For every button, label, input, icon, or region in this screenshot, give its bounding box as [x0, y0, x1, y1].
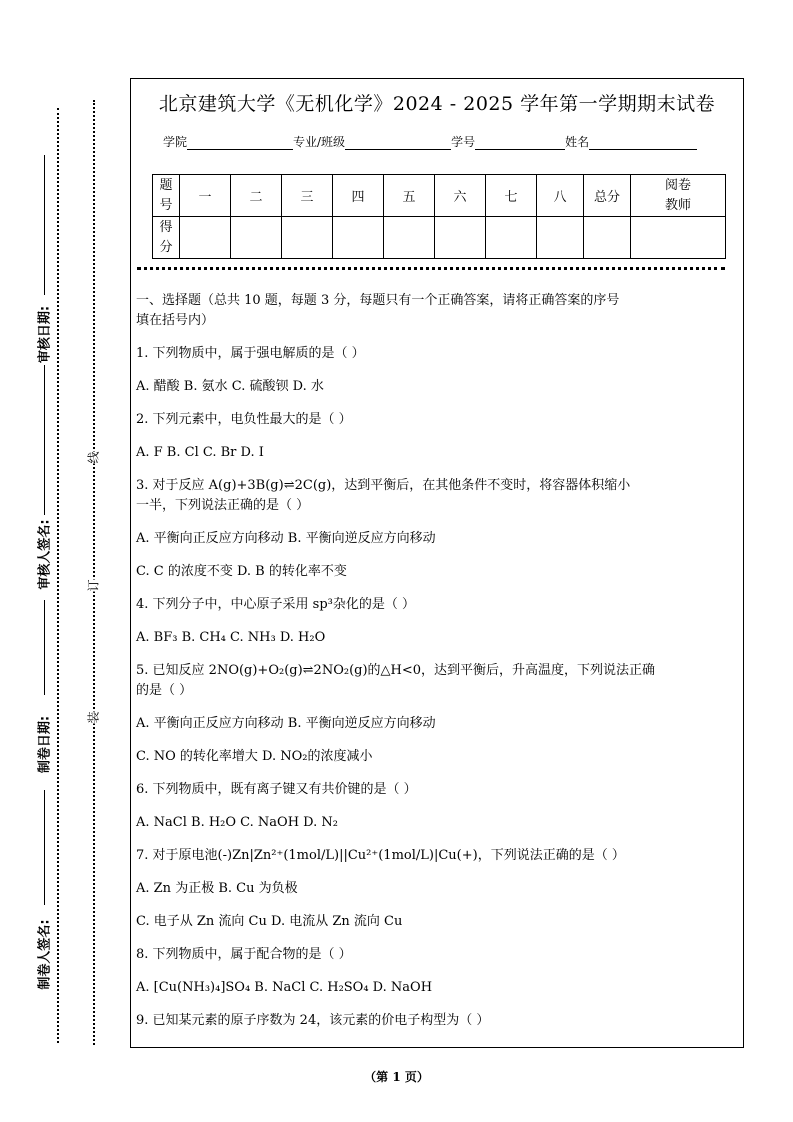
question-4-options: A. BF₃ B. CH₄ C. NH₃ D. H₂O	[136, 630, 326, 645]
score-cell-5[interactable]	[384, 217, 435, 259]
question-6: 6. 下列物质中，既有离子键又有共价键的是（ ）	[136, 782, 417, 797]
question-2: 2. 下列元素中，电负性最大的是（ ）	[136, 412, 352, 427]
question-3-options-b: C. C 的浓度不变 D. B 的转化率不变	[136, 564, 347, 579]
question-7-options-a: A. Zn 为正极 B. Cu 为负极	[136, 881, 298, 896]
grader-header: 阅卷 教师	[631, 175, 726, 217]
maker-sign-label: 制卷人签名:	[37, 919, 53, 990]
score-col-1: 一	[180, 175, 231, 217]
college-label: 学院	[163, 135, 188, 149]
question-8-options: A. [Cu(NH₃)₄]SO₄ B. NaCl C. H₂SO₄ D. NaOH	[136, 980, 433, 995]
reviewer-date-label: 审核日期:	[37, 305, 53, 364]
questions-section	[136, 291, 740, 1031]
name-field[interactable]	[589, 137, 697, 150]
maker-sign-line	[44, 790, 45, 905]
section-heading: 一、选择题（总共 10 题，每题 3 分，每题只有一个正确答案，请将正确答案的序号	[136, 293, 620, 308]
grader-cell[interactable]	[631, 217, 726, 259]
score-cell-7[interactable]	[486, 217, 537, 259]
student-info-row	[163, 133, 697, 150]
score-col-5: 五	[384, 175, 435, 217]
question-8: 8. 下列物质中，属于配合物的是（ ）	[136, 947, 352, 962]
score-col-7: 七	[486, 175, 537, 217]
question-5: 5. 已知反应 2NO(g)+O₂(g)⇌2NO₂(g)的△H<0，达到平衡后，升高温度，下列说法正确	[136, 663, 656, 678]
score-cell-6[interactable]	[435, 217, 486, 259]
score-col-6: 六	[435, 175, 486, 217]
reviewer-sign-label: 审核人签名:	[37, 519, 53, 590]
header-separator	[137, 267, 725, 270]
score-cell-4[interactable]	[333, 217, 384, 259]
question-number-header: 题 号	[153, 175, 180, 217]
score-col-2: 二	[231, 175, 282, 217]
question-4: 4. 下列分子中，中心原子采用 sp³杂化的是（ ）	[136, 597, 416, 612]
question-5-options-a: A. 平衡向正反应方向移动 B. 平衡向逆反应方向移动	[136, 716, 436, 731]
binding-dotted-line	[93, 100, 95, 1045]
question-5-cont: 的是（ ）	[136, 683, 193, 698]
score-table	[152, 174, 726, 259]
college-field[interactable]	[187, 137, 293, 150]
binding-mark-zhuang: 装	[83, 711, 104, 723]
question-3-options-a: A. 平衡向正反应方向移动 B. 平衡向逆反应方向移动	[136, 531, 436, 546]
question-7-options-b: C. 电子从 Zn 流向 Cu D. 电流从 Zn 流向 Cu	[136, 914, 403, 929]
student-id-field[interactable]	[475, 137, 565, 150]
binding-mark-line: 线	[83, 451, 104, 463]
question-1-options: A. 醋酸 B. 氨水 C. 硫酸钡 D. 水	[136, 379, 324, 394]
question-5-options-b: C. NO 的转化率增大 D. NO₂的浓度减小	[136, 749, 373, 764]
score-cell-8[interactable]	[537, 217, 584, 259]
major-label: 专业/班级	[293, 135, 346, 149]
score-cell-total[interactable]	[584, 217, 631, 259]
name-label: 姓名	[565, 135, 590, 149]
exam-frame	[130, 78, 744, 1048]
score-col-3: 三	[282, 175, 333, 217]
score-col-4: 四	[333, 175, 384, 217]
student-id-label: 学号	[451, 135, 476, 149]
question-3-cont: 一半，下列说法正确的是（ ）	[136, 498, 310, 513]
score-col-total: 总分	[584, 175, 631, 217]
reviewer-date-line	[44, 155, 45, 295]
outer-dotted-line	[57, 108, 59, 1043]
maker-date-label: 制卷日期:	[37, 715, 53, 774]
score-cell-1[interactable]	[180, 217, 231, 259]
question-7: 7. 对于原电池(-)Zn|Zn²⁺(1mol/L)||Cu²⁺(1mol/L)|Cu(+)，下列说法正确的是（ ）	[136, 848, 625, 863]
question-2-options: A. F B. Cl C. Br D. I	[136, 445, 264, 460]
score-cell-3[interactable]	[282, 217, 333, 259]
major-field[interactable]	[345, 137, 451, 150]
reviewer-sign-line	[44, 365, 45, 515]
question-6-options: A. NaCl B. H₂O C. NaOH D. N₂	[136, 815, 338, 830]
question-3: 3. 对于反应 A(g)+3B(g)⇌2C(g)，达到平衡后，在其他条件不变时，将容器体积缩小	[136, 478, 631, 493]
section-heading-cont: 填在括号内）	[136, 313, 215, 328]
question-9: 9. 已知某元素的原子序数为 24，该元素的价电子构型为（ ）	[136, 1013, 490, 1028]
exam-title: 北京建筑大学《无机化学》2024 - 2025 学年第一学期期末试卷	[158, 93, 716, 115]
score-row-header: 得 分	[153, 217, 180, 259]
score-cell-2[interactable]	[231, 217, 282, 259]
page-number: （第 1 页）	[364, 1070, 429, 1084]
binding-mark-ding: 订	[83, 579, 104, 591]
score-col-8: 八	[537, 175, 584, 217]
maker-date-line	[44, 600, 45, 695]
question-1: 1. 下列物质中，属于强电解质的是（ ）	[136, 346, 365, 361]
